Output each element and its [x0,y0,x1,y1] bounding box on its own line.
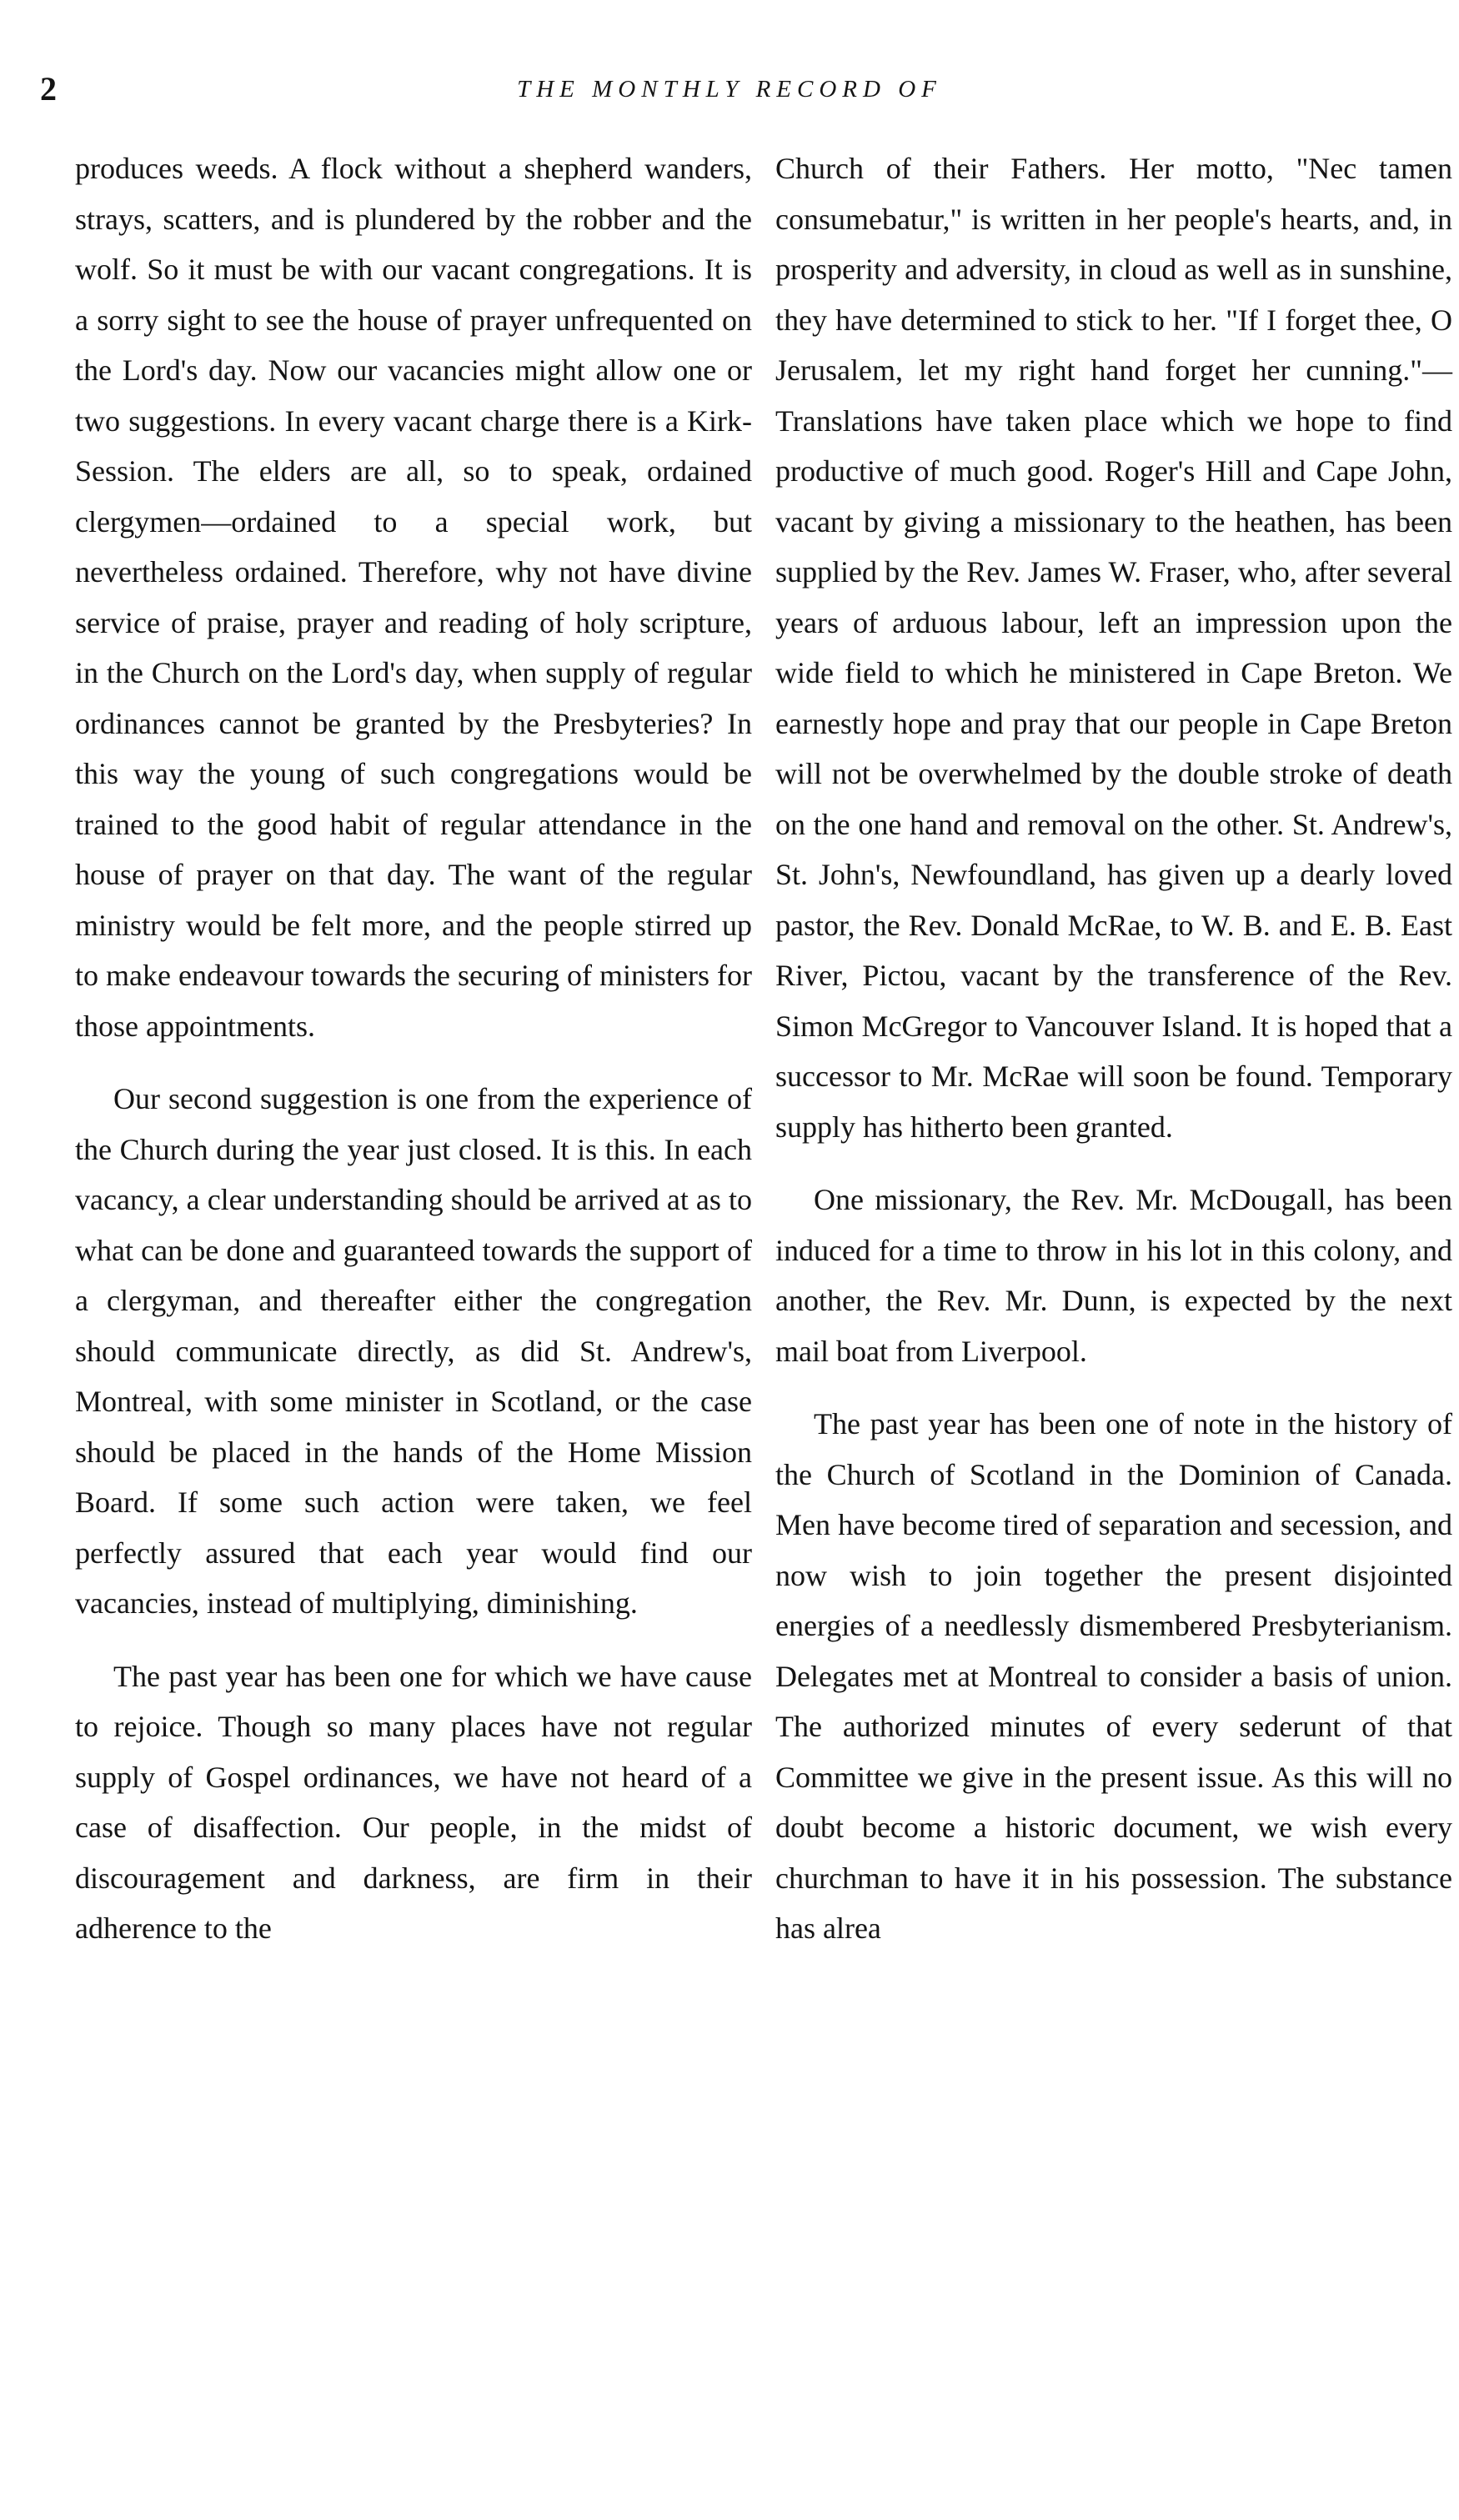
right-column [775,143,1452,1976]
paragraph: The past year has been one of note in the history of the Church of Scotland in the Dominion of Canada. Men have become tired of separation and secession, and now wish to join together the present disjointed energies of a needlessly dismembered Presbyterianism. Delegates met at Montreal to consider a basis of union. The authorized minutes of every sederunt of that Committee we give in the present issue. As this will no doubt become a historic document, we wish every churchman to have it in his possession. The substance has alrea [775,1407,1452,1945]
paragraph: The past year has been one for which we have cause to rejoice. Though so many places have not regular supply of Gospel ordinances, we have not heard of a case of disaffection. Our people, in the midst of discouragement and darkness, are firm in their adherence to the [75,1659,752,1945]
left-column [75,143,752,1976]
page-header [0,68,1459,110]
paragraph: Church of their Fathers. Her motto, "Nec tamen consumebatur," is written in her people's hearts, and, in prosperity and adversity, in cloud as well as in sunshine, they have determined to stick to her. "If I forget thee, O Jerusalem, let my right hand forget her cunning."—Translations have taken place which we hope to find productive of much good. Roger's Hill and Cape John, vacant by giving a missionary to the heathen, has been supplied by the Rev. James W. Fraser, who, after several years of arduous labour, left an impression upon the wide field to which he ministered in Cape Breton. We earnestly hope and pray that our people in Cape Breton will not be overwhelmed by the double stroke of death on the one hand and removal on the other. St. Andrew's, St. John's, Newfoundland, has given up a dearly loved pastor, the Rev. Donald McRae, to W. B. and E. B. East River, Pictou, vacant by the transference of the Rev. Simon McGregor to Vancouver Island. It is hoped that a successor to Mr. McRae will soon be found. Temporary supply has hitherto been granted. [775,152,1452,1144]
paragraph: One missionary, the Rev. Mr. McDougall, has been induced for a time to throw in his lot in this colony, and another, the Rev. Mr. Dunn, is expected by the next mail boat from Liverpool. [775,1183,1452,1368]
page-number: 2 [40,70,57,108]
running-title: THE MONTHLY RECORD OF [517,76,942,103]
paragraph: Our second suggestion is one from the experience of the Church during the year just closed. It is this. In each vacancy, a clear understanding should be arrived at as to what can be done and guaranteed towards the support of a clergyman, and thereafter either the congregation should communicate directly, as did St. Andrew's, Montreal, with some minister in Scotland, or the case should be placed in the hands of the Home Mission Board. If some such action were taken, we feel perfectly assured that each year would find our vacancies, instead of multiplying, diminishing. [75,1082,752,1620]
paragraph: produces weeds. A flock without a shepherd wanders, strays, scatters, and is plundered by the robber and the wolf. So it must be with our vacant congregations. It is a sorry sight to see the house of prayer unfrequented on the Lord's day. Now our vacancies might allow one or two suggestions. In every vacant charge there is a Kirk-Session. The elders are all, so to speak, ordained clergymen—ordained to a special work, but nevertheless ordained. Therefore, why not have divine service of praise, prayer and reading of holy scripture, in the Church on the Lord's day, when supply of regular ordinances cannot be granted by the Presbyteries? In this way the young of such congregations would be trained to the good habit of regular attendance in the house of prayer on that day. The want of the regular ministry would be felt more, and the people stirred up to make endeavour towards the securing of ministers for those appointments. [75,152,752,1043]
